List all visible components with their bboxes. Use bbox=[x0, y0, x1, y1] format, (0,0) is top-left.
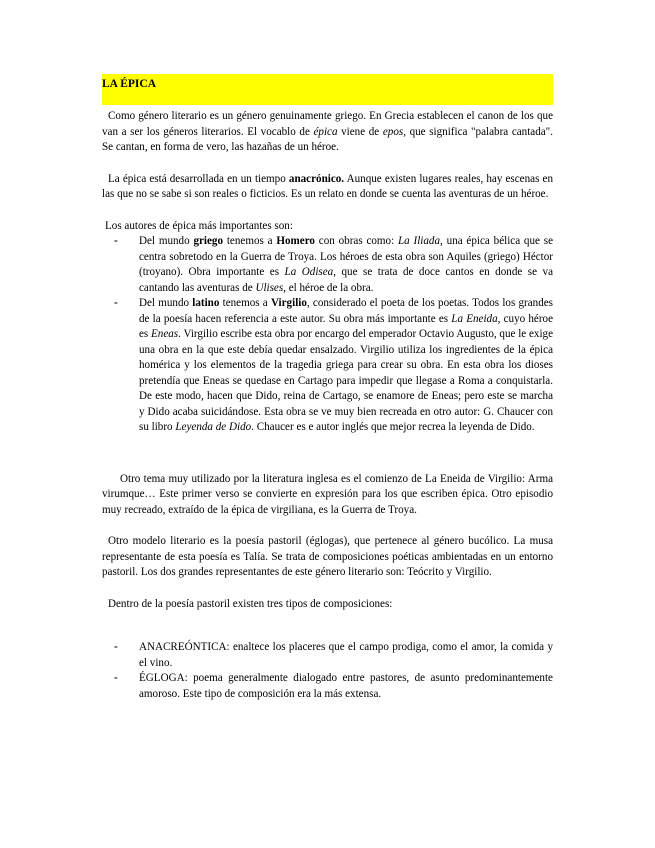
text-run: , una épica bélica que se centra sobretodo en la Guerra de Troya. Los héroes de esta obra son Aquiles (griego) Héctor (troyano). Obra importante es bbox=[139, 235, 553, 278]
text-run: . Virgilio escribe esta obra por encargo del emperador Octavio Augusto, que le exige una obra en la que este debía quedar ensalzado. Virgilio utiliza los ingredientes de la épica homérica y los elementos de la tragedia griega para crear su obra. En esta obra los dioses pretendía que Eneas se quedase en Cartago para impedir que llegase a Roma a conquistarla. De este modo, hacen que Dido, reina de Cartago, se enamore de Eneas; pero este se marcha y Dido acaba suicidándose. Esta obra se ve muy bien recreada en otro autor: G. Chaucer con su libro bbox=[139, 328, 554, 433]
text-run: , que significa "palabra cantada". Se cantan, en forma de vero, las hazañas de un héroe. bbox=[102, 125, 553, 153]
text-run: , considerado el poeta de los poetas. Todos los grandes de la poesía hacen referencia a este autor. Su obra más importante es bbox=[139, 297, 553, 325]
list-item-egloga bbox=[102, 671, 553, 702]
paragraph-english-literature: Otro tema muy utilizado por la literatura inglesa es el comienzo de La Eneida de Virgilio: Arma virumque… Este primer verso se convierte en expresión para los que escriben épica. Otro episodio muy recreado, extraído de la épica de virgiliana, es la Guerra de Troya. bbox=[102, 472, 553, 516]
bullet: - bbox=[114, 672, 118, 684]
text-run: tenemos a bbox=[219, 297, 271, 309]
text-run: , el héroe de la obra. bbox=[283, 281, 374, 294]
text-run: Como género literario es un género genuinamente griego. En Grecia establecen el canon de los que van a ser los géneros literarios. El vocablo de bbox=[102, 110, 553, 138]
paragraph-pastoral: Otro modelo literario es la poesía pastoril (églogas), que pertenece al género bucólico. La musa representante de esta poesía es Talía. Se trata de composiciones poéticas ambientadas en un entorno pastoril. Los dos grandes representantes de este género literario son: Teócrito y Virgilio. bbox=[102, 535, 553, 578]
term-epos: epos bbox=[382, 125, 404, 138]
text-run: Del mundo bbox=[139, 235, 194, 247]
types-list bbox=[102, 640, 553, 702]
term-griego: griego bbox=[193, 235, 224, 247]
text-run: con obras como: bbox=[314, 235, 398, 247]
term-latino: latino bbox=[192, 297, 220, 309]
hero-eneas: Eneas bbox=[151, 328, 179, 340]
text-run: , que se trata de doce cantos en donde se va cantando las aventuras de bbox=[139, 266, 554, 294]
authors-list bbox=[102, 234, 553, 436]
type-text: ANACREÓNTICA: enaltece los placeres que el campo prodiga, como el amor, la comida y el vino. bbox=[139, 641, 553, 669]
work-leyenda-de-dido: Leyenda de Dido bbox=[175, 421, 252, 433]
term-epica: épica bbox=[313, 125, 338, 138]
paragraph-definition bbox=[102, 109, 553, 156]
bullet: - bbox=[114, 641, 118, 653]
text-run: tenemos a bbox=[223, 235, 277, 247]
text-run: , cuyo héroe es bbox=[139, 312, 553, 340]
authors-intro: Los autores de épica más importantes son: bbox=[105, 219, 293, 232]
term-anacronico: anacrónico. bbox=[288, 172, 345, 185]
work-odisea: La Odisea bbox=[284, 266, 334, 278]
work-iliada: La Iliada bbox=[398, 235, 441, 247]
paragraph-time bbox=[102, 172, 553, 203]
author-homero: Homero bbox=[276, 235, 315, 247]
list-item-greek bbox=[102, 234, 553, 296]
text-run: Aunque existen lugares reales, hay escenas en las que no se sabe si son reales o ficticios. Es un relato en donde se cuenta las aventuras de un héroe. bbox=[102, 172, 553, 200]
title-highlight-bar bbox=[102, 74, 553, 105]
type-text: ÉGLOGA: poema generalmente dialogado entre pastores, de asunto predominantemente amoroso. Este tipo de composición era la más extensa. bbox=[139, 672, 553, 700]
text-run: La épica está desarrollada en un tiempo bbox=[108, 172, 289, 185]
bullet: - bbox=[114, 297, 118, 309]
page-title: LA ÉPICA bbox=[102, 78, 156, 90]
author-virgilio: Virgilio bbox=[270, 297, 307, 309]
bullet: - bbox=[114, 235, 118, 247]
document-page bbox=[102, 74, 553, 718]
text-run: Del mundo bbox=[139, 297, 193, 309]
text-run: viene de bbox=[337, 125, 383, 138]
hero-ulises: Ulises bbox=[255, 281, 284, 294]
list-item-latin bbox=[102, 296, 553, 436]
work-eneida: La Eneida bbox=[451, 312, 498, 325]
paragraph-types-intro: Dentro de la poesía pastoril existen tres tipos de composiciones: bbox=[108, 597, 393, 610]
list-item-anacreontica bbox=[102, 640, 553, 671]
text-run: . Chaucer es e autor inglés que mejor recrea la leyenda de Dido. bbox=[251, 421, 535, 433]
